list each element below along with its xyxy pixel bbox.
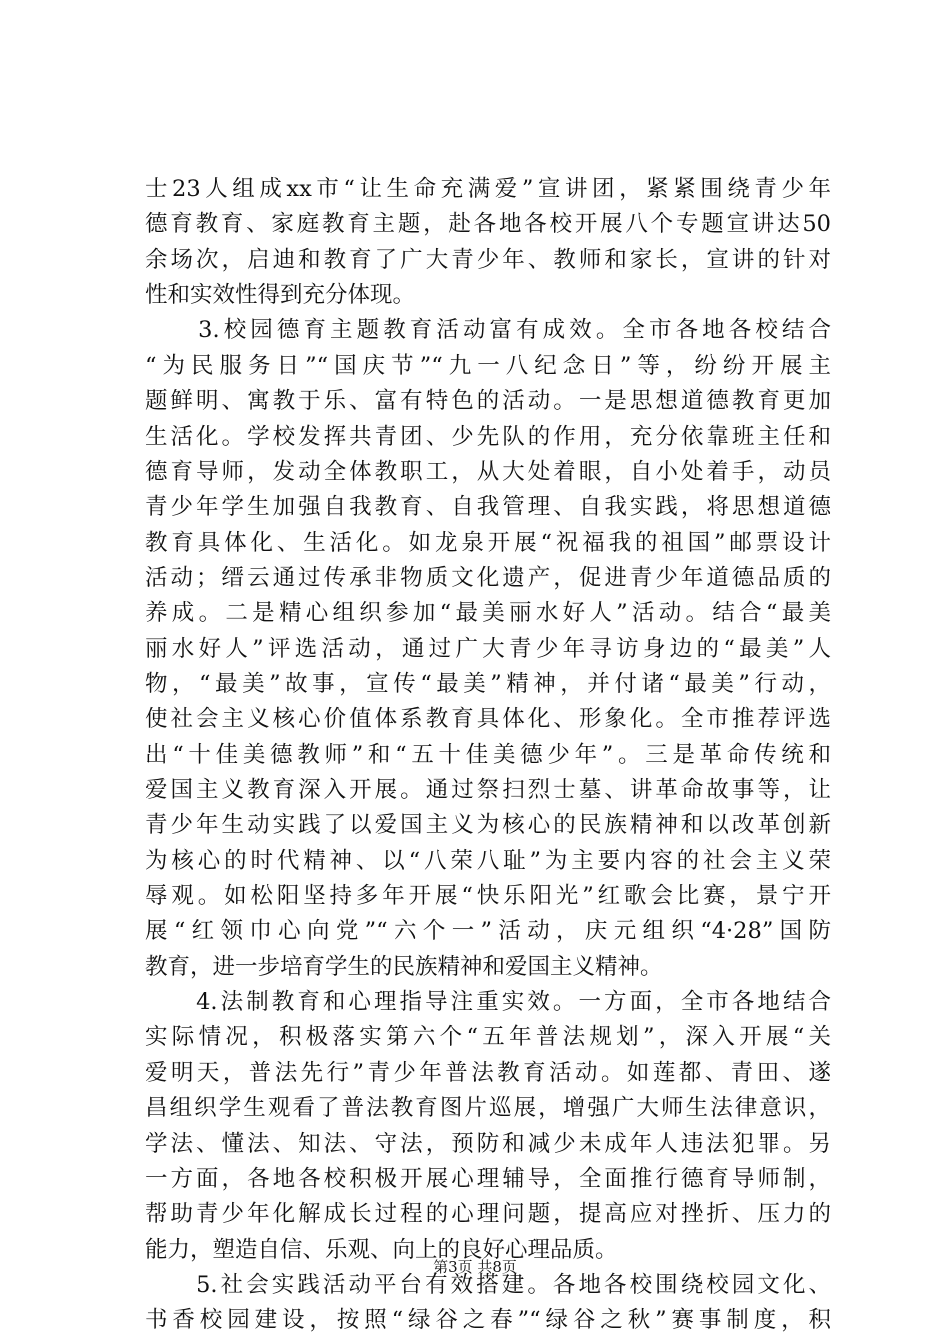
text-line: 生活化。学校发挥共青团、少先队的作用，充分依靠班主任和 — [145, 423, 831, 450]
text-line: 德育导师，发动全体教职工，从大处着眼，自小处着手，动员 — [145, 458, 831, 485]
text-line: 能力，塑造自信、乐观、向上的良好心理品质。 — [145, 1236, 618, 1263]
text-line: 青少年学生加强自我教育、自我管理、自我实践，将思想道德 — [145, 494, 831, 521]
text-line: “为民服务日”“国庆节”“九一八纪念日”等，纷纷开展主 — [145, 352, 831, 379]
text-line: 展“红领巾心向党”“六个一”活动，庆元组织“4·28”国防 — [145, 918, 831, 945]
text-line: 辱观。如松阳坚持多年开展“快乐阳光”红歌会比赛，景宁开 — [145, 883, 831, 909]
text-line: 性和实效性得到充分体现。 — [145, 282, 416, 309]
text-line: 养成。二是精心组织参加“最美丽水好人”活动。结合“最美 — [145, 600, 831, 627]
text-line: 德育教育、家庭教育主题，赴各地各校开展八个专题宣讲达50 — [145, 211, 831, 238]
text-line: 爱明天，普法先行”青少年普法教育活动。如莲都、青田、遂 — [145, 1059, 831, 1086]
text-line: 教育具体化、生活化。如龙泉开展“祝福我的祖国”邮票设计 — [145, 529, 831, 556]
text-line: 书香校园建设，按照“绿谷之春”“绿谷之秋”赛事制度，积 — [145, 1307, 831, 1334]
text-line: 丽水好人”评选活动，通过广大青少年寻访身边的“最美”人 — [145, 635, 831, 662]
text-line: 帮助青少年化解成长过程的心理问题，提高应对挫折、压力的 — [145, 1201, 831, 1228]
text-line: 余场次，启迪和教育了广大青少年、教师和家长，宣讲的针对 — [145, 246, 831, 273]
text-line: 出“十佳美德教师”和“五十佳美德少年”。三是革命传统和 — [145, 741, 831, 768]
text-line: 昌组织学生观看了普法教育图片巡展，增强广大师生法律意识， — [145, 1095, 831, 1122]
text-line: 实际情况，积极落实第六个“五年普法规划”，深入开展“关 — [145, 1024, 831, 1051]
text-line: 活动；缙云通过传承非物质文化遗产，促进青少年道德品质的 — [145, 564, 831, 591]
text-line: 物，“最美”故事，宣传“最美”精神，并付诸“最美”行动， — [145, 670, 831, 697]
page-footer: 第3页 共8页 — [433, 1258, 517, 1276]
text-line: 士23人组成xx市“让生命充满爱”宣讲团，紧紧围绕青少年 — [145, 176, 831, 202]
text-line: 一方面，各地各校积极开展心理辅导，全面推行德育导师制， — [145, 1165, 831, 1192]
text-line: 3.校园德育主题教育活动富有成效。全市各地各校结合 — [145, 317, 831, 344]
text-line: 题鲜明、寓教于乐、富有特色的活动。一是思想道德教育更加 — [145, 388, 831, 415]
text-line: 为核心的时代精神、以“八荣八耻”为主要内容的社会主义荣 — [145, 847, 831, 874]
text-line: 学法、懂法、知法、守法，预防和减少未成年人违法犯罪。另 — [145, 1130, 831, 1157]
text-line: 使社会主义核心价值体系教育具体化、形象化。全市推荐评选 — [145, 706, 831, 733]
text-line: 4.法制教育和心理指导注重实效。一方面，全市各地结合 — [145, 989, 831, 1016]
text-line: 爱国主义教育深入开展。通过祭扫烈士墓、讲革命故事等，让 — [145, 777, 831, 803]
text-line: 5.社会实践活动平台有效搭建。各地各校围绕校园文化、 — [145, 1271, 831, 1298]
text-line: 青少年生动实践了以爱国主义为核心的民族精神和以改革创新 — [145, 812, 831, 839]
text-line: 教育，进一步培育学生的民族精神和爱国主义精神。 — [145, 953, 663, 980]
